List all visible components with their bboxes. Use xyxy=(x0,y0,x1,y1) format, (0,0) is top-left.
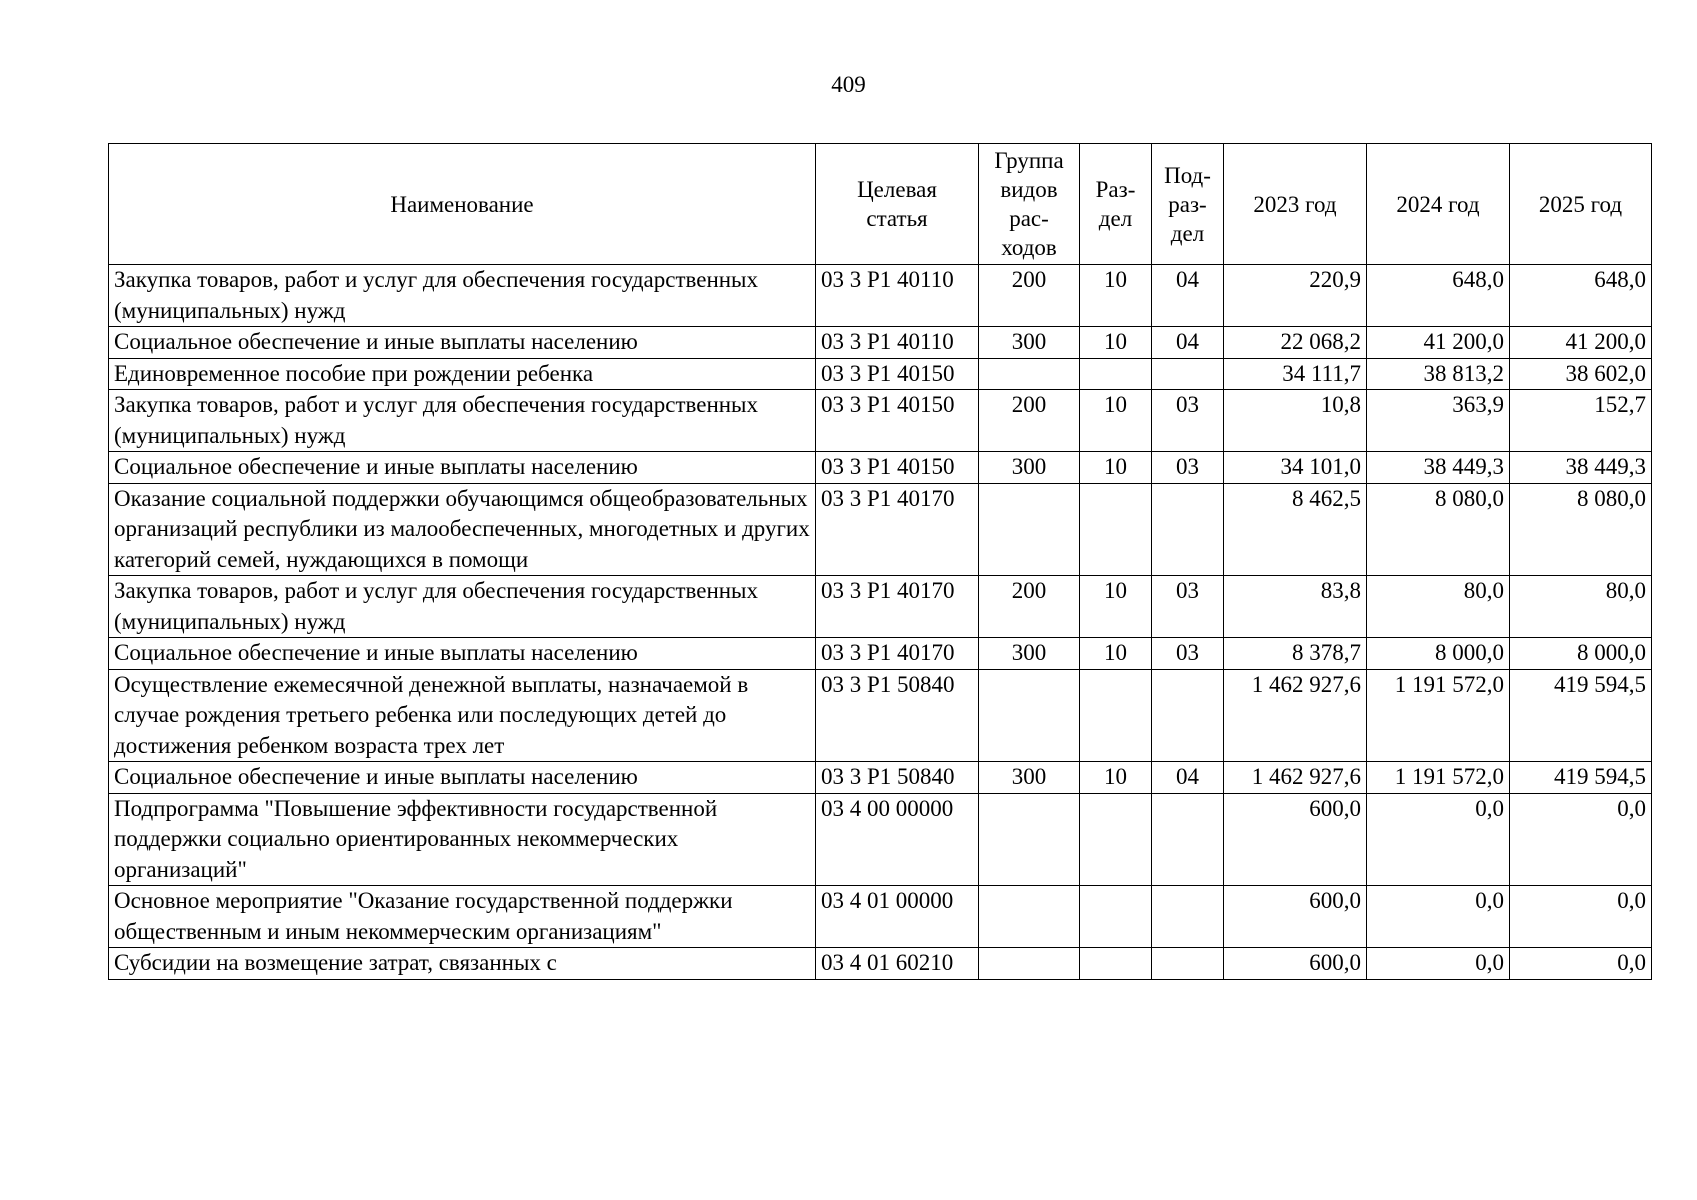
cell-2024: 1 191 572,0 xyxy=(1367,762,1510,794)
header-name: Наименование xyxy=(109,144,816,265)
cell-expense-group xyxy=(979,358,1080,390)
cell-subsection: 03 xyxy=(1152,452,1224,484)
cell-2025: 0,0 xyxy=(1510,886,1652,948)
cell-section xyxy=(1080,358,1152,390)
cell-target-article: 03 3 P1 40170 xyxy=(816,483,979,576)
cell-2025: 0,0 xyxy=(1510,948,1652,980)
cell-2023: 8 378,7 xyxy=(1224,638,1367,670)
cell-expense-group: 300 xyxy=(979,327,1080,359)
cell-subsection xyxy=(1152,793,1224,886)
budget-table xyxy=(108,143,1652,980)
cell-target-article: 03 3 P1 40110 xyxy=(816,327,979,359)
cell-section: 10 xyxy=(1080,762,1152,794)
page-number: 409 xyxy=(831,72,866,97)
cell-section xyxy=(1080,948,1152,980)
cell-2024: 80,0 xyxy=(1367,576,1510,638)
cell-expense-group: 200 xyxy=(979,265,1080,327)
cell-subsection: 04 xyxy=(1152,327,1224,359)
cell-2025: 38 602,0 xyxy=(1510,358,1652,390)
cell-2025: 648,0 xyxy=(1510,265,1652,327)
table-row xyxy=(109,762,1652,794)
cell-2024: 41 200,0 xyxy=(1367,327,1510,359)
cell-section: 10 xyxy=(1080,265,1152,327)
cell-2023: 22 068,2 xyxy=(1224,327,1367,359)
cell-target-article: 03 3 P1 40170 xyxy=(816,638,979,670)
cell-2023: 34 101,0 xyxy=(1224,452,1367,484)
header-year-2025: 2025 год xyxy=(1510,144,1652,265)
cell-subsection: 03 xyxy=(1152,638,1224,670)
cell-subsection xyxy=(1152,948,1224,980)
cell-expense-group xyxy=(979,886,1080,948)
cell-target-article: 03 3 P1 50840 xyxy=(816,762,979,794)
cell-2024: 38 449,3 xyxy=(1367,452,1510,484)
cell-2024: 1 191 572,0 xyxy=(1367,669,1510,762)
cell-2024: 0,0 xyxy=(1367,886,1510,948)
cell-section: 10 xyxy=(1080,638,1152,670)
cell-subsection xyxy=(1152,358,1224,390)
cell-2025: 419 594,5 xyxy=(1510,669,1652,762)
cell-expense-group xyxy=(979,483,1080,576)
cell-2023: 220,9 xyxy=(1224,265,1367,327)
cell-target-article: 03 3 P1 40170 xyxy=(816,576,979,638)
table-row xyxy=(109,265,1652,327)
header-subsection: Под- раз- дел xyxy=(1152,144,1224,265)
cell-2025: 152,7 xyxy=(1510,390,1652,452)
cell-name: Социальное обеспечение и иные выплаты населению xyxy=(109,762,816,794)
cell-2025: 419 594,5 xyxy=(1510,762,1652,794)
cell-2024: 648,0 xyxy=(1367,265,1510,327)
cell-target-article: 03 4 01 60210 xyxy=(816,948,979,980)
cell-2023: 10,8 xyxy=(1224,390,1367,452)
cell-name: Осуществление ежемесячной денежной выплаты, назначаемой в случае рождения третьего ребенка или последующих детей до достижения ребенком возраста трех лет xyxy=(109,669,816,762)
table-row xyxy=(109,358,1652,390)
cell-section: 10 xyxy=(1080,576,1152,638)
cell-name: Социальное обеспечение и иные выплаты населению xyxy=(109,327,816,359)
cell-expense-group: 300 xyxy=(979,762,1080,794)
cell-2023: 600,0 xyxy=(1224,886,1367,948)
cell-subsection: 03 xyxy=(1152,576,1224,638)
cell-target-article: 03 3 P1 50840 xyxy=(816,669,979,762)
cell-expense-group xyxy=(979,793,1080,886)
table-row xyxy=(109,452,1652,484)
header-year-2024: 2024 год xyxy=(1367,144,1510,265)
header-section: Раз- дел xyxy=(1080,144,1152,265)
cell-expense-group xyxy=(979,669,1080,762)
cell-2023: 83,8 xyxy=(1224,576,1367,638)
cell-name: Закупка товаров, работ и услуг для обеспечения государственных (муниципальных) нужд xyxy=(109,576,816,638)
cell-expense-group: 300 xyxy=(979,452,1080,484)
header-target-article: Целевая статья xyxy=(816,144,979,265)
cell-name: Единовременное пособие при рождении ребенка xyxy=(109,358,816,390)
cell-expense-group xyxy=(979,948,1080,980)
cell-2025: 80,0 xyxy=(1510,576,1652,638)
cell-2025: 41 200,0 xyxy=(1510,327,1652,359)
cell-2024: 38 813,2 xyxy=(1367,358,1510,390)
cell-subsection: 03 xyxy=(1152,390,1224,452)
cell-subsection xyxy=(1152,669,1224,762)
cell-target-article: 03 3 P1 40150 xyxy=(816,452,979,484)
cell-section: 10 xyxy=(1080,390,1152,452)
cell-2023: 600,0 xyxy=(1224,948,1367,980)
cell-expense-group: 300 xyxy=(979,638,1080,670)
header-expense-group: Группа видов рас- ходов xyxy=(979,144,1080,265)
cell-2023: 34 111,7 xyxy=(1224,358,1367,390)
cell-section xyxy=(1080,886,1152,948)
table-row xyxy=(109,793,1652,886)
cell-name: Закупка товаров, работ и услуг для обеспечения государственных (муниципальных) нужд xyxy=(109,390,816,452)
cell-section xyxy=(1080,669,1152,762)
cell-expense-group: 200 xyxy=(979,576,1080,638)
table-row xyxy=(109,483,1652,576)
cell-target-article: 03 3 P1 40150 xyxy=(816,390,979,452)
cell-name: Оказание социальной поддержки обучающимся общеобразовательных организаций республики из малообеспеченных, многодетных и других категорий семей, нуждающихся в помощи xyxy=(109,483,816,576)
cell-section: 10 xyxy=(1080,452,1152,484)
cell-subsection: 04 xyxy=(1152,762,1224,794)
cell-2024: 0,0 xyxy=(1367,948,1510,980)
cell-name: Субсидии на возмещение затрат, связанных с xyxy=(109,948,816,980)
cell-target-article: 03 4 01 00000 xyxy=(816,886,979,948)
cell-section xyxy=(1080,483,1152,576)
table-row xyxy=(109,948,1652,980)
cell-2025: 38 449,3 xyxy=(1510,452,1652,484)
table-row xyxy=(109,886,1652,948)
cell-name: Подпрограмма "Повышение эффективности государственной поддержки социально ориентированных некоммерческих организаций" xyxy=(109,793,816,886)
cell-2024: 363,9 xyxy=(1367,390,1510,452)
cell-name: Социальное обеспечение и иные выплаты населению xyxy=(109,638,816,670)
cell-2023: 600,0 xyxy=(1224,793,1367,886)
cell-subsection xyxy=(1152,886,1224,948)
cell-2023: 1 462 927,6 xyxy=(1224,669,1367,762)
cell-name: Социальное обеспечение и иные выплаты населению xyxy=(109,452,816,484)
cell-section: 10 xyxy=(1080,327,1152,359)
cell-name: Закупка товаров, работ и услуг для обеспечения государственных (муниципальных) нужд xyxy=(109,265,816,327)
cell-name: Основное мероприятие "Оказание государственной поддержки общественным и иным некоммерческим организациям" xyxy=(109,886,816,948)
table-row xyxy=(109,576,1652,638)
cell-target-article: 03 4 00 00000 xyxy=(816,793,979,886)
cell-subsection xyxy=(1152,483,1224,576)
header-year-2023: 2023 год xyxy=(1224,144,1367,265)
table-row xyxy=(109,638,1652,670)
table-row xyxy=(109,327,1652,359)
cell-2024: 8 080,0 xyxy=(1367,483,1510,576)
cell-2024: 0,0 xyxy=(1367,793,1510,886)
cell-2025: 0,0 xyxy=(1510,793,1652,886)
cell-2024: 8 000,0 xyxy=(1367,638,1510,670)
cell-2023: 1 462 927,6 xyxy=(1224,762,1367,794)
cell-2025: 8 000,0 xyxy=(1510,638,1652,670)
table-row xyxy=(109,669,1652,762)
cell-subsection: 04 xyxy=(1152,265,1224,327)
cell-expense-group: 200 xyxy=(979,390,1080,452)
cell-section xyxy=(1080,793,1152,886)
cell-2025: 8 080,0 xyxy=(1510,483,1652,576)
table-header-row xyxy=(109,144,1652,265)
cell-target-article: 03 3 P1 40150 xyxy=(816,358,979,390)
cell-target-article: 03 3 P1 40110 xyxy=(816,265,979,327)
cell-2023: 8 462,5 xyxy=(1224,483,1367,576)
table-row xyxy=(109,390,1652,452)
